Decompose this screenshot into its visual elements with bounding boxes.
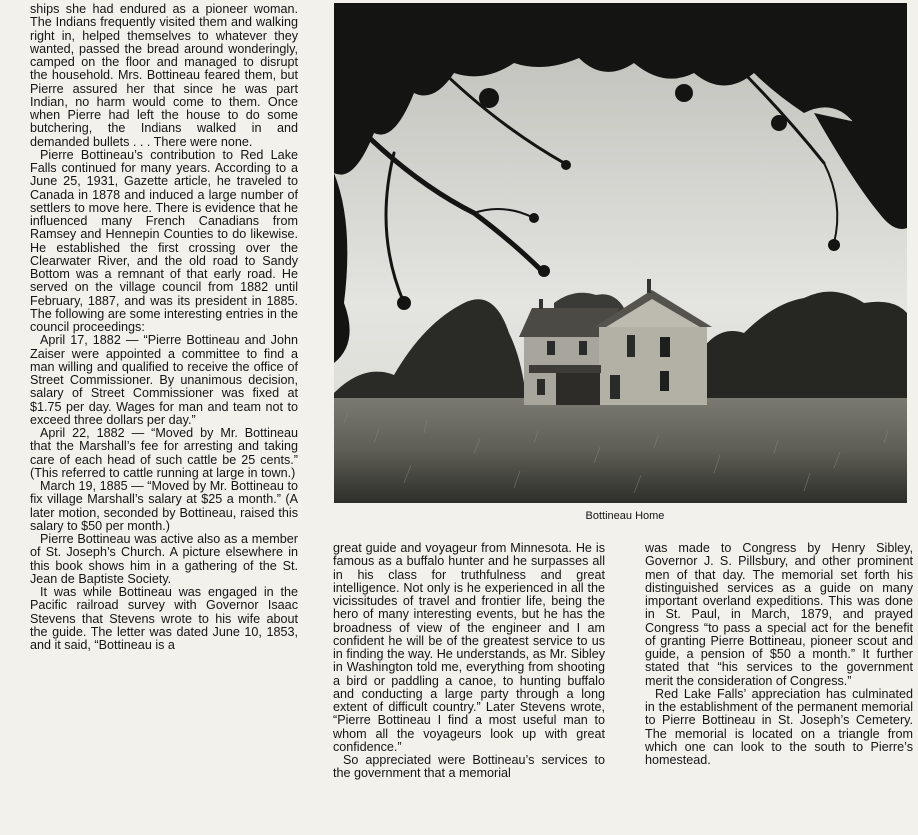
paragraph: great guide and voyageur from Minnesota. He is famous as a buffalo hunter and he surpasses all in his class for truthfulness and great intelligence. Not only is he experienced in all the vicissitudes of travel and frontier life, being the hero of many interesting events, but he has the broadness of view of the engineer and I am confident he will be of the greatest service to us in finding the way. He understands, as Mr. Sibley in Washington told me, everything from shooting a bird or paddling a canoe, to hunting buffalo and conducting a large party through a long extent of difficult country.” Later Stevens wrote, “Pierre Bottineau I find a most useful man to whom all the voyageurs look up with great confidence.” [333,542,605,754]
text-column-left [30,3,298,833]
paragraph: Red Lake Falls’ appreciation has culminated in the establishment of the permanent memorial to Pierre Bottineau in St. Joseph’s Cemetery. The memorial is located on a triangle from which one can look to the south to Pierre’s homestead. [645,686,913,767]
paragraph: April 17, 1882 — “Pierre Bottineau and John Zaiser were appointed a committee to find a man willing and qualified to receive the office of Street Commissioner. By unanimous decision, salary of Street Commissioner was fixed at $1.75 per day. Wages for man and team not to exceed three dollars per day.” [30,333,298,427]
paragraph: ships she had endured as a pioneer woman. The Indians frequently visited them and walking right in, helped themselves to whatever they wanted, passed the bread around wonderingly, camped on the floor and managed to disrupt the household. Mrs. Bottineau feared them, but Pierre assured her that since he was part Indian, no harm would come to them. Once when Pierre had left the house to do some butchering, the Indians walked in and demanded bullets . . . There were none. [30,3,298,149]
photo-caption: Bottineau Home [585,510,665,522]
paragraph: So appreciated were Bottineau’s services to the government that a memorial [333,753,605,781]
paragraph: Pierre Bottineau was active also as a member of St. Joseph’s Church. A picture elsewhere in this book shows him in a gathering of the St. Jean de Baptiste Society. [30,532,298,586]
paragraph: March 19, 1885 — “Moved by Mr. Bottineau to fix village Marshall’s salary at $25 a month.” (A later motion, seconded by Bottineau, raised this salary to $50 per month.) [30,479,298,533]
paragraph: April 22, 1882 — “Moved by Mr. Bottineau that the Marshall’s fee for arresting and taking care of each head of such cattle be 25 cents.” (This referred to cattle running at large in town.) [30,426,298,480]
paragraph: It was while Bottineau was engaged in the Pacific railroad survey with Governor Isaac Stevens that Stevens wrote to his wife about the guide. The letter was dated June 10, 1853, and it said, “Bottineau is a [30,585,298,652]
text-column-middle [333,542,605,834]
text-column-right [645,542,913,802]
farmhouse-photo [334,3,907,503]
paragraph: was made to Congress by Henry Sibley, Governor J. S. Pillsbury, and other prominent men of that day. The memorial set forth his distinguished services as a guide on many important overland expeditions. This was done in St. Paul, in March, 1879, and prayed Congress “to pass a special act for the benefit of granting Pierre Bottineau, pioneer scout and guide, a pension of $50 a month.” It further stated that “his services to the government merit the consideration of Congress.” [645,542,913,688]
paragraph: Pierre Bottineau’s contribution to Red Lake Falls continued for many years. According to a June 25, 1931, Gazette article, he traveled to Canada in 1878 and induced a large number of settlers to move here. There is evidence that he influenced many French Canadians from Ramsey and Hennepin Counties to do likewise. He established the first crossing over the Clearwater River, and the old road to Sandy Bottom was a remnant of that early road. He served on the village council from 1882 until February, 1887, and was its president in 1885. The following are some interesting entries in the council proceedings: [30,147,298,334]
